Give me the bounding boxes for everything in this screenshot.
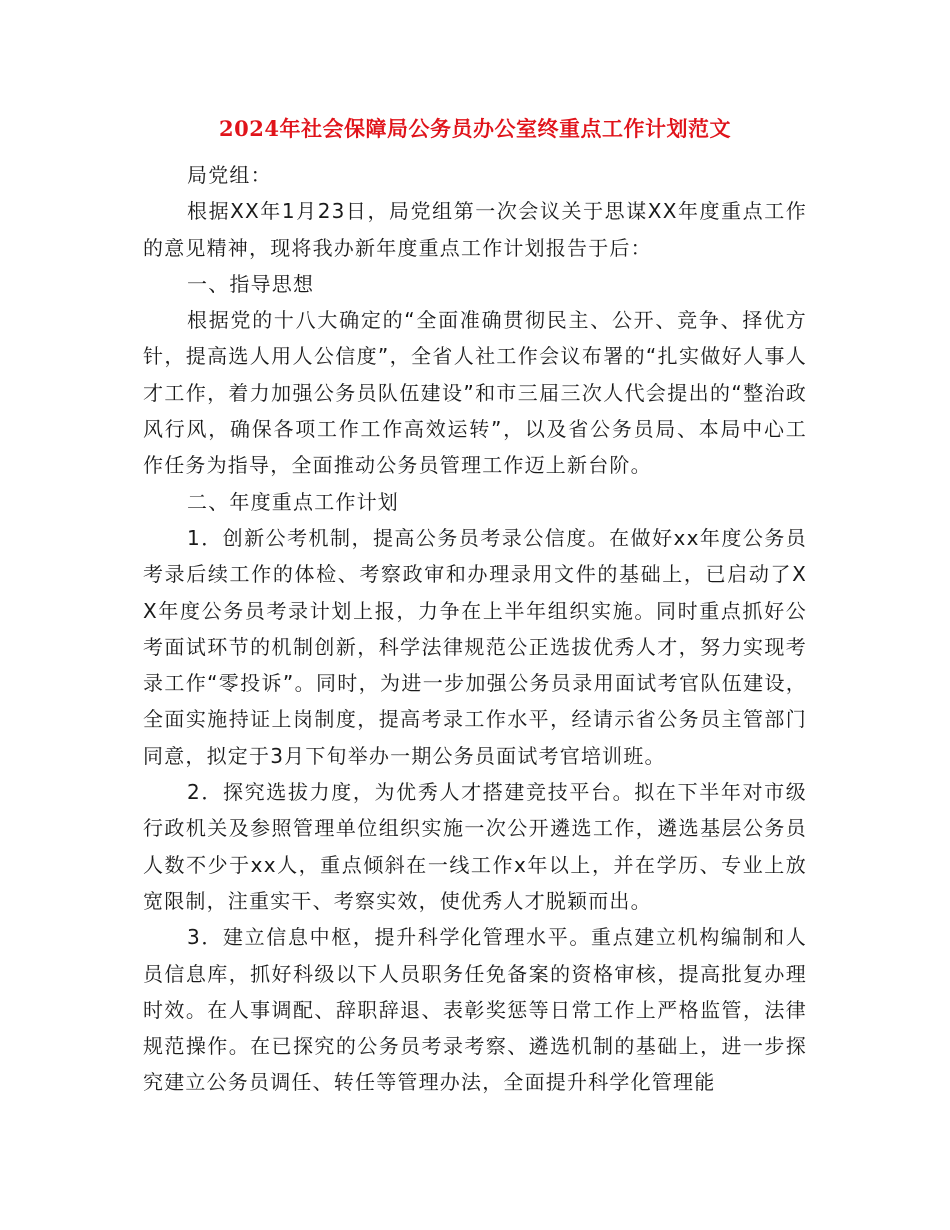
- section-heading-annual-plan: 二、年度重点工作计划: [187, 489, 399, 514]
- intro-paragraph: 根据XX年1月23日，局党组第一次会议关于思谋XX年度重点工作的意见精神，现将我办新年度重点工作计划报告于后：: [143, 199, 807, 260]
- document-body: [143, 157, 807, 1101]
- section-heading-guiding-ideology: 一、指导思想: [187, 271, 315, 296]
- plan-item-1: 1．创新公考机制，提高公务员考录公信度。在做好xx年度公务员考录后续工作的体检、考察政审和办理录用文件的基础上，已启动了XX年度公务员考录计划上报，力争在上半年组织实施。同时重点抓好公考面试环节的机制创新，科学法律规范公正选拔优秀人才，努力实现考录工作“零投诉”。同时，为进一步加强公务员录用面试考官队伍建设，全面实施持证上岗制度，提高考录工作水平，经请示省公务员主管部门同意，拟定于3月下旬举办一期公务员面试考官培训班。: [143, 525, 807, 768]
- salutation: 局党组：: [187, 163, 272, 187]
- plan-item-3: 3．建立信息中枢，提升科学化管理水平。重点建立机构编制和人员信息库，抓好科级以下人员职务任免备案的资格审核，提高批复办理时效。在人事调配、辞职辞退、表彰奖惩等日常工作上严格监管，法律规范操作。在已探究的公务员考录考察、遴选机制的基础上，进一步探究建立公务员调任、转任等管理办法，全面提升科学化管理能: [143, 925, 807, 1095]
- document-title: 2024年社会保障局公务员办公室终重点工作计划范文: [219, 116, 731, 141]
- plan-item-2: 2．探究选拔力度，为优秀人才搭建竞技平台。拟在下半年对市级行政机关及参照管理单位组织实施一次公开遴选工作，遴选基层公务员人数不少于xx人，重点倾斜在一线工作x年以上，并在学历、专业上放宽限制，注重实干、考察实效，使优秀人才脱颖而出。: [143, 780, 807, 913]
- guiding-ideology-paragraph: 根据党的十八大确定的“全面准确贯彻民主、公开、竞争、择优方针，提高选人用人公信度”，全省人社工作会议布署的“扎实做好人事人才工作，着力加强公务员队伍建设”和市三届三次人代会提出的“整治政风行风，确保各项工作工作高效运转”，以及省公务员局、本局中心工作任务为指导，全面推动公务员管理工作迈上新台阶。: [143, 308, 807, 478]
